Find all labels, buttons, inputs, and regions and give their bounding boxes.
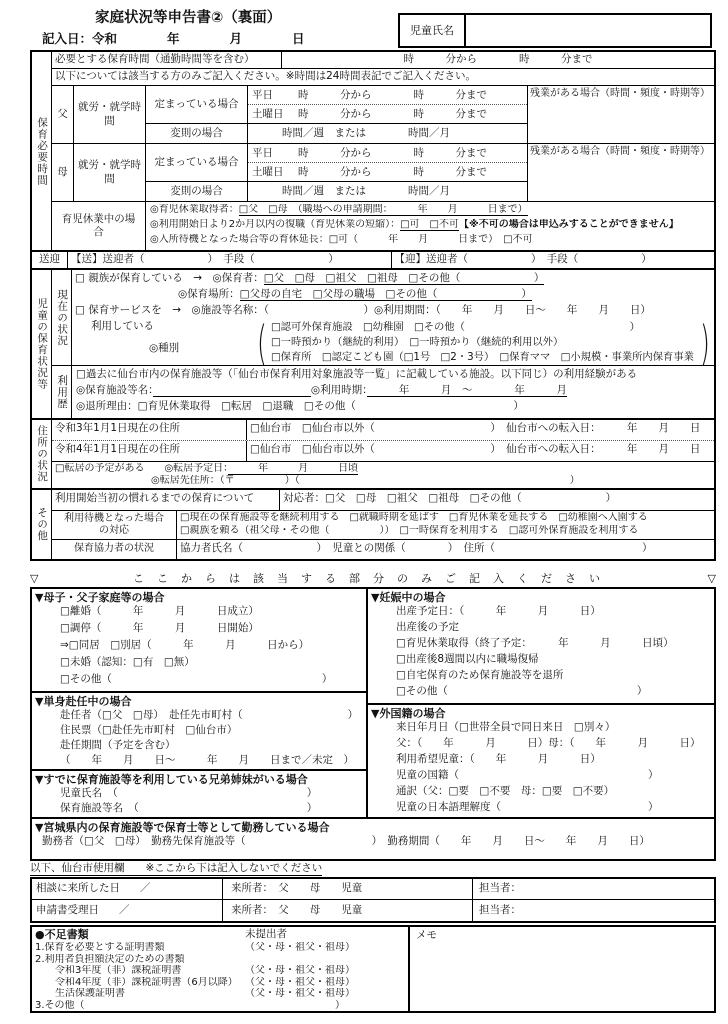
sibling-section <box>30 769 368 819</box>
type-label: ◎種別 <box>149 342 180 354</box>
row-label: 相談に来所した日 <box>36 882 120 895</box>
form-line: □保育所 □認定こども園（□1号 □2・3号） □保育ママ □小規模・事業所内保育事業 <box>270 350 694 363</box>
mother-saturday-row <box>248 163 527 181</box>
page-title: 家庭状況等申告書②（裏面） <box>95 10 282 26</box>
moving-plan-row <box>52 462 714 488</box>
doc-who: ） <box>245 999 345 1011</box>
missing-documents-list <box>32 927 410 1011</box>
form-line: 児童の国籍（ ） <box>396 768 659 781</box>
childcare-leave-content <box>146 202 714 250</box>
form-line: ⇒□同居 □別居（ 年 月 日から） <box>60 638 310 651</box>
usage-period-label: ◎利用時期： <box>310 384 368 396</box>
service-type-block <box>75 316 714 370</box>
father-weekday-row <box>248 86 527 105</box>
waitlist-response-row <box>52 511 714 540</box>
section-lines <box>32 709 366 769</box>
section-lines <box>368 721 714 817</box>
waitlist-response-options <box>177 511 714 539</box>
form-line: □その他（ ） <box>60 672 333 685</box>
doc-who: （父・母・祖父・祖母） <box>245 965 355 976</box>
doc-name: 令和3年度（非）課税証明書 <box>35 965 182 976</box>
address-group <box>32 420 714 490</box>
childcare-worker-section <box>30 817 716 861</box>
form-line: □出産後8週間以内に職場復帰 <box>396 652 539 665</box>
pickup-field: 【迎】送迎者（ ） 手段（ ） <box>394 253 652 266</box>
service-type-options <box>271 321 696 366</box>
mother-schedule-row <box>52 144 714 202</box>
staff-cell: 担当者： <box>479 903 521 916</box>
single-parent-section <box>30 587 368 693</box>
settling-in-value: 対応者：□父 □母 □祖父 □祖母 □その他（ ） <box>283 492 617 504</box>
current-status-row <box>52 270 714 370</box>
current-status-content <box>72 270 714 370</box>
care-time-side-label: 保育必要時間 <box>32 52 52 250</box>
close-paren: ) <box>700 316 710 370</box>
saturday-time-template: 時 分から 時 分まで <box>298 165 487 178</box>
doc-row <box>35 977 405 989</box>
form-line: 出産予定日：（ 年 月 日） <box>396 604 601 617</box>
form-line: □現在の保育施設等を継続利用する □就職時期を延ばす □育児休業を延長する □幼稚園へ入園する <box>180 512 648 523</box>
childcare-leave-row <box>52 202 714 250</box>
moving-plan-line <box>55 463 711 475</box>
section-lines <box>32 835 714 852</box>
father-day-rows <box>248 86 527 123</box>
father-fixed-schedule <box>146 86 527 124</box>
form-line: □未婚（認知：□有 □無） <box>60 655 195 668</box>
care-helper-value: 協力者氏名（ ） 児童との関係（ ） 住所（ ） <box>180 542 653 554</box>
divider-right-mark: ▽ <box>707 572 716 586</box>
divider-text: ここからは該当する部分のみご記入ください <box>133 572 613 586</box>
pickup-dropoff-row <box>32 252 714 270</box>
foreign-nationality-section <box>368 703 716 819</box>
form-line: □調停（ 年 月 日開始） <box>60 621 259 634</box>
service-type-left <box>75 320 253 366</box>
visitors-cell: 来所者： 父 母 児童 <box>223 900 473 921</box>
consultation-date-row <box>32 879 714 900</box>
facility-name-blank <box>153 384 311 397</box>
form-line: 赴任者（□父 □母） 赴任先市町村（ ） <box>60 708 359 721</box>
irregular-label: 変則の場合 <box>146 182 248 201</box>
doc-row <box>35 1000 405 1012</box>
doc-who: （父・母・祖父・祖母） <box>245 942 355 953</box>
main-form-table <box>30 50 716 561</box>
date-slash: ／ <box>119 903 130 916</box>
section-title: ▼単身赴任中の場合 <box>35 695 132 708</box>
memo-cell <box>410 927 714 1011</box>
weekday-time-template: 時 分から 時 分まで <box>298 146 487 159</box>
father-schedule-row <box>52 86 714 144</box>
open-paren: ( <box>257 316 267 370</box>
irregular-value: 時間／週 または 時間／月 <box>282 185 450 198</box>
child-name-box <box>398 13 712 48</box>
row-label: 申請書受理日 <box>36 903 99 916</box>
history-leave-reason-line: ◎退所理由：□育児休業取得 □転居 □退職 □その他（ ） <box>76 400 524 412</box>
using-label: 利用している <box>91 320 154 332</box>
other-group <box>32 490 714 559</box>
doc-name: 令和4年度（非）課税証明書（6月以降） <box>35 976 238 988</box>
doc-row <box>35 942 405 954</box>
doc-name: 2.利用者負担額決定のための書類 <box>35 953 185 965</box>
mother-work-time-label: 就労・就学時間 <box>74 144 146 201</box>
usage-history-side-label: 利用歴 <box>52 366 72 418</box>
address-side-label: 住所の状況 <box>32 420 52 488</box>
office-use-table <box>30 877 716 923</box>
facility-name-label: ◎保育施設等名： <box>76 384 154 396</box>
form-line: 住民票（□赴任先市町村 □仙台市） <box>60 723 238 736</box>
form-line: □離婚（ 年 月 日成立） <box>60 604 259 617</box>
doc-name: 生活保護証明書 <box>35 988 125 999</box>
required-time-value: 時 分から 時 分まで <box>403 53 593 65</box>
return-prefix: ◎利用開始日より2か月以内の復職（育児休業の短縮）： <box>150 219 401 230</box>
divider-left-mark: ▽ <box>30 572 39 586</box>
missing-documents-table <box>30 925 716 1013</box>
section-lines <box>32 787 366 817</box>
visitors-cell: 来所者： 父 母 児童 <box>223 879 473 899</box>
doc-row <box>35 965 405 977</box>
child-care-content <box>52 270 714 418</box>
settling-in-label: 利用開始当初の慣れるまでの保育について <box>52 490 280 510</box>
mother-fixed-schedule <box>146 144 527 182</box>
pregnancy-section <box>368 587 716 705</box>
section-title: ▼すでに保育施設等を利用している兄弟姉妹がいる場合 <box>35 773 308 786</box>
address-content <box>52 420 714 488</box>
irregular-label: 変則の場合 <box>146 124 248 143</box>
father-label: 父 <box>52 86 74 143</box>
saturday-time-template: 時 分から 時 分まで <box>298 107 487 120</box>
office-use-note-text: 以下、仙台市使用欄 ※ここから下は記入しないでください <box>30 862 323 874</box>
section-lines <box>32 605 366 690</box>
address-r3-value: □仙台市 □仙台市以外（ ） 仙台市への転入日： 年 月 日 <box>250 422 701 434</box>
relative-care-prefix: □ 親族が保育している → ◎保育者： <box>75 272 264 284</box>
form-line: 利用希望児童：（ 年 月 日） <box>396 752 601 765</box>
form-line: 来日年月日（□世帯全員で同日来日 □別々） <box>396 720 616 733</box>
moving-address-line: ◎転居先住所：（〒 ）（ ） <box>151 475 580 486</box>
childcare-leave-label: 育児休業中の場合 <box>52 202 146 250</box>
current-status-side-label: 現在の状況 <box>52 270 72 365</box>
mother-day-rows <box>248 144 527 181</box>
mother-schedule-cells <box>146 144 528 201</box>
child-care-status-group <box>32 270 714 420</box>
pickup-dropoff-label: 送迎 <box>32 252 68 268</box>
office-use-note <box>30 862 322 875</box>
child-care-side-label: 児童の保育状況等 <box>32 270 52 418</box>
form-line: （ 年 月 日～ 年 月 日まで／未定 ） <box>60 753 354 766</box>
weekday-label: 平日 <box>252 146 273 159</box>
mother-irregular-row <box>146 182 527 201</box>
caregiver-options: □父 □母 □祖父 □祖母 □その他（ ） <box>263 272 545 284</box>
care-place-prefix: ◎保育場所： <box>178 288 240 300</box>
saturday-label: 土曜日 <box>252 107 284 120</box>
unsubmitted-by-header: 未提出者 <box>245 928 287 940</box>
right-column <box>368 587 716 819</box>
form-line: □一時預かり（継続的利用） □一時預かり（継続的利用以外） <box>270 335 564 348</box>
usage-period-blank: 年 月 ～ 年 月 <box>367 384 567 396</box>
form-line: □その他（ ） <box>396 684 648 697</box>
care-place-options: □父母の自宅 □父母の職場 □その他（ ） <box>239 288 532 300</box>
missing-documents-header <box>35 928 405 942</box>
leave-line-taker <box>150 204 714 219</box>
care-helper-label: 保育協力者の状況 <box>52 540 177 559</box>
mother-label: 母 <box>52 144 74 201</box>
mother-fixed-label: 定まっている場合 <box>146 144 248 181</box>
return-options: □可 □不可 <box>400 219 459 230</box>
doc-row <box>35 954 405 966</box>
entry-date-line: 記入日：令和 年 月 日 <box>42 31 305 46</box>
form-line: 児童氏名 （ ） <box>60 786 318 799</box>
doc-row <box>35 988 405 1000</box>
required-time-row <box>52 52 714 69</box>
father-saturday-row <box>248 105 527 123</box>
father-overtime-cell: 残業がある場合（時間・頻度・時期等） <box>530 88 710 99</box>
section-divider <box>30 572 716 586</box>
care-place-line <box>75 288 714 304</box>
section-title: ▼外国籍の場合 <box>371 707 446 720</box>
usage-history-content <box>72 366 714 418</box>
irregular-value: 時間／週 または 時間／月 <box>282 127 450 140</box>
doc-name: 1.保育を必要とする証明書類 <box>35 942 165 953</box>
care-service-line: □ 保育サービスを → ◎施設等名称：（ ）◎利用期間：（ 年 月 日～ 年 月 日） <box>75 304 651 316</box>
form-line: 父：（ 年 月 日）母：（ 年 月 日） <box>396 736 701 749</box>
form-line: 通訳（父：□要 □不要 母：□要 □不要） <box>396 784 615 797</box>
doc-name: 3.その他（ <box>35 999 85 1011</box>
relative-care-line <box>75 272 714 288</box>
section-lines <box>368 605 714 701</box>
doc-who <box>245 954 405 966</box>
form-line: □自宅保育のため保育施設等を退所 <box>396 668 564 681</box>
moving-date-blank: 年 月 日頃 <box>228 463 359 474</box>
form-line: 出産後の予定 <box>396 620 459 633</box>
form-line: □親族を頼る（祖父母・その他（ ）） □一時保育を利用する □認可外保育施設を利用する <box>180 525 639 536</box>
leave-taker-prefix: ◎育児休業取得者： <box>150 204 239 215</box>
doc-who: （父・母・祖父・祖母） <box>245 988 355 999</box>
waitlist-response-label: 利用待機となった場合の対応 <box>52 511 177 539</box>
child-name-label: 児童氏名 <box>400 15 466 46</box>
history-experience-line: □過去に仙台市内の保育施設等（「仙台市保育利用対象施設等一覧」に記載している施設。以下同じ）の利用経験がある <box>76 368 638 380</box>
care-time-content <box>52 52 714 250</box>
mother-weekday-row <box>248 144 527 163</box>
note-text: 以下については該当する方のみご記入ください。※時間は24時間表記でご記入ください。 <box>55 70 476 82</box>
moving-plan-prefix: □転居の予定がある ◎転居予定日： <box>55 463 229 474</box>
father-fixed-label: 定まっている場合 <box>146 86 248 123</box>
care-helper-row <box>52 540 714 559</box>
form-line: 保育施設等名 （ ） <box>60 801 318 814</box>
address-r3-row <box>52 420 714 441</box>
care-time-group <box>32 52 714 252</box>
form-line: 勤務者（□父 □母） 勤務先保育施設等（ ） 勤務期間（ 年 月 日～ 年 月 日） <box>42 834 650 847</box>
leave-line-return <box>150 219 714 234</box>
date-slash: ／ <box>140 882 151 895</box>
required-time-label: 必要とする保育時間（通勤時間等を含む） <box>52 52 282 68</box>
doc-who: （父・母・祖父・祖母） <box>245 976 355 988</box>
saturday-label: 土曜日 <box>252 165 284 178</box>
staff-cell: 担当者： <box>479 882 521 895</box>
missing-documents-title: ●不足書類 <box>35 928 89 941</box>
application-received-label <box>32 900 223 921</box>
conditional-sections <box>30 587 716 819</box>
section-title: ▼母子・父子家庭等の場合 <box>35 591 165 604</box>
settling-in-row <box>52 490 714 511</box>
mother-overtime-cell: 残業がある場合（時間・頻度・時期等） <box>530 146 710 157</box>
weekday-label: 平日 <box>252 88 273 101</box>
other-content <box>52 490 714 559</box>
usage-history-row <box>52 366 714 418</box>
address-r4-label: 令和4年1月1日現在の住所 <box>52 441 247 461</box>
section-title: ▼宮城県内の保育施設等で保育士等として勤務している場合 <box>35 821 330 834</box>
other-side-label: その他 <box>32 490 52 559</box>
return-warning: 【※不可の場合は申込みすることができません】 <box>459 219 679 230</box>
address-r4-value: □仙台市 □仙台市以外（ ） 仙台市への転入日： 年 月 日 <box>250 443 701 455</box>
form-line: 赴任期間（予定を含む） <box>60 738 176 751</box>
note-row <box>52 69 714 86</box>
form-line: □育児休業取得（終了予定： 年 月 日頃） <box>396 636 674 649</box>
left-column <box>30 587 368 819</box>
weekday-time-template: 時 分から 時 分まで <box>298 88 487 101</box>
address-r4-row <box>52 441 714 462</box>
father-schedule-cells <box>146 86 528 143</box>
consultation-date-label <box>32 879 223 899</box>
history-facility-line <box>76 384 710 400</box>
form-line: □認可外保育施設 □幼稚園 □その他（ ） <box>270 320 640 333</box>
form-line: 児童の日本語理解度（ ） <box>396 800 659 813</box>
memo-label: メモ <box>416 929 437 941</box>
dropoff-field: 【送】送迎者（ ） 手段（ ） <box>68 252 392 268</box>
leave-taker-options: □父 □母 （職場への申請期間： 年 月 日まで） <box>238 204 528 215</box>
job-transfer-section <box>30 691 368 771</box>
child-name-field <box>466 15 710 46</box>
application-received-row <box>32 900 714 921</box>
address-r3-label: 令和3年1月1日現在の住所 <box>52 420 247 440</box>
father-irregular-row <box>146 124 527 143</box>
section-title: ▼妊娠中の場合 <box>371 591 446 604</box>
father-work-time-label: 就労・就学時間 <box>74 86 146 143</box>
leave-line-extension: ◎入所待機となった場合等の育休延長：□可（ 年 月 日まで） □不可 <box>150 234 533 245</box>
